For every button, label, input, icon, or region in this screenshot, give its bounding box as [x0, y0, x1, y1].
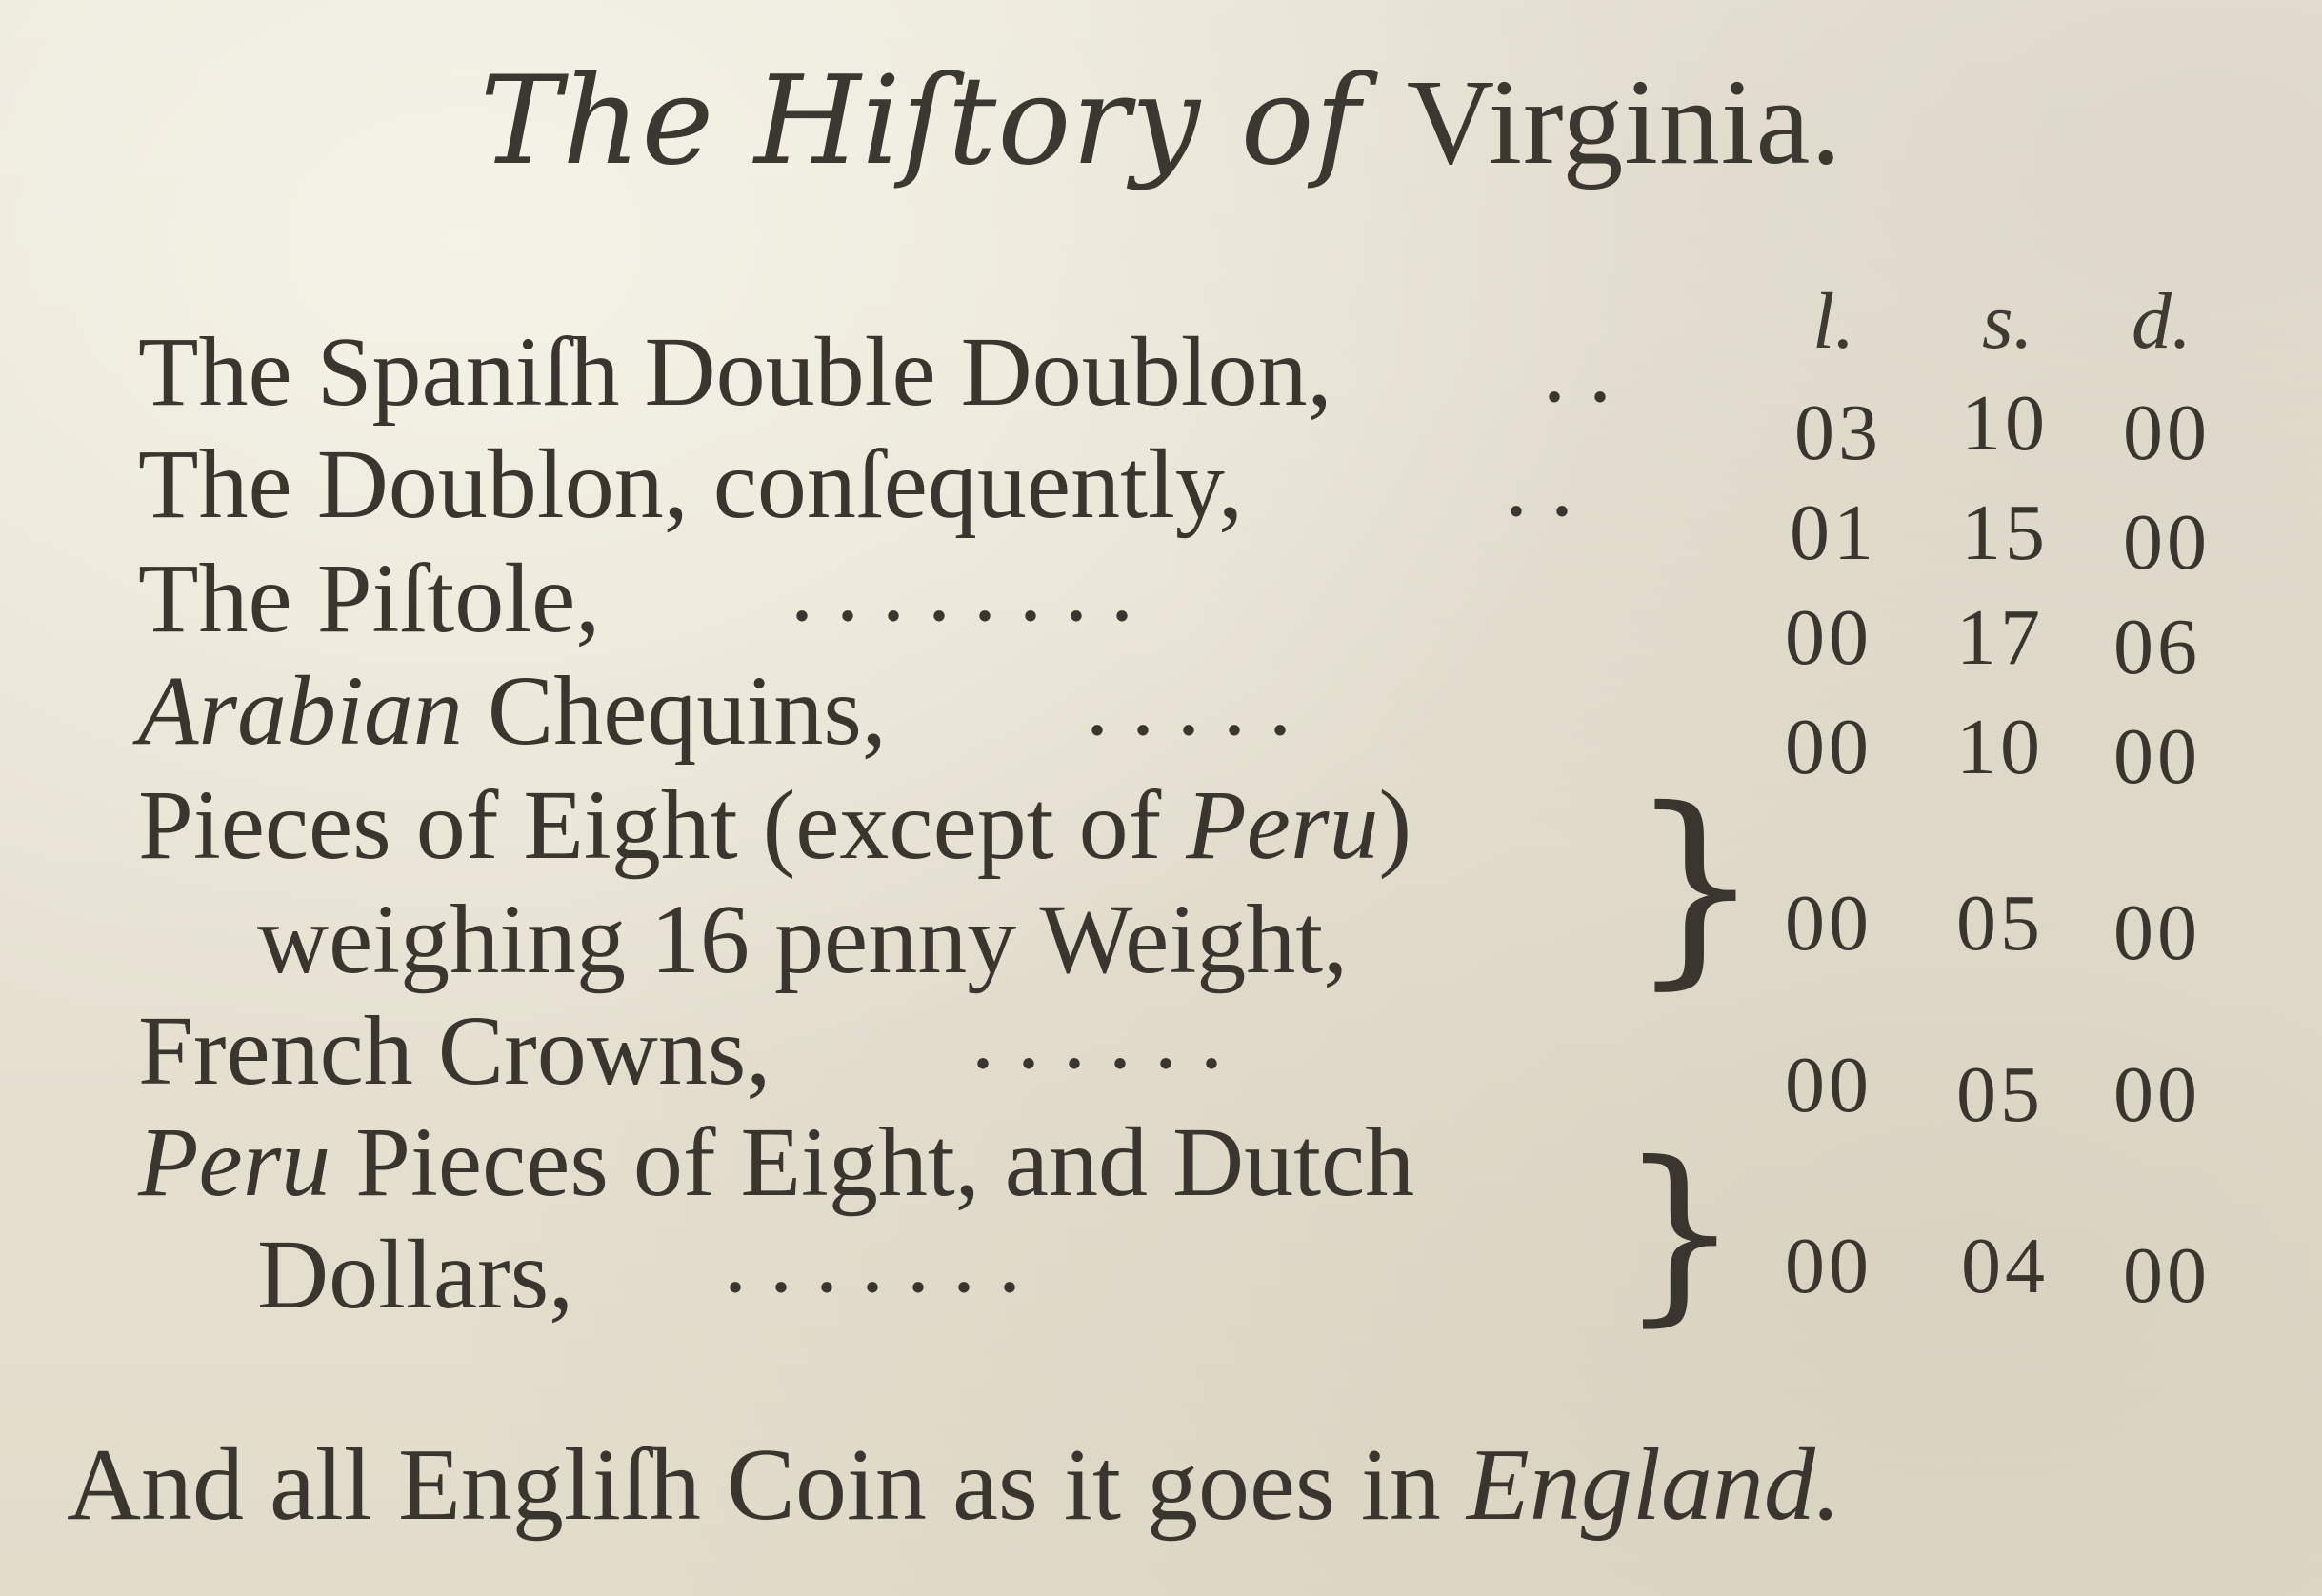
amount-shillings: 05: [1956, 1050, 2044, 1139]
coin-label-text: Pieces of Eight (except of: [138, 770, 1162, 880]
amount-shillings: 17: [1956, 593, 2044, 682]
amount-shillings: 04: [1961, 1222, 2049, 1310]
amount-pence: 06: [2113, 603, 2201, 691]
footer-italic: England.: [1466, 1428, 1841, 1542]
coin-label-continuation: weighing 16 penny Weight,: [257, 885, 1349, 994]
leader-dots: . .: [1505, 433, 1573, 535]
coin-label: French Crowns,: [138, 996, 771, 1106]
amount-pence: 00: [2123, 389, 2211, 477]
amount-pence: 00: [2113, 1050, 2201, 1139]
amount-pounds: 00: [1785, 1041, 1872, 1129]
amount-pounds: 00: [1785, 703, 1872, 791]
coin-label: The Doublon, conſequently,: [138, 429, 1244, 539]
column-header-shillings: s.: [1982, 277, 2033, 366]
brace-icon: }: [1619, 1122, 1741, 1344]
coin-label-italic: Peru: [138, 1107, 331, 1217]
amount-pence: 00: [2123, 1231, 2211, 1320]
leader-dots: . .: [1543, 319, 1611, 421]
amount-shillings: 10: [1961, 379, 2049, 468]
column-header-pounds: l.: [1812, 277, 1855, 366]
leader-dots: . . . . .: [1086, 652, 1291, 754]
coin-label: The Spaniſh Double Doublon,: [138, 317, 1332, 427]
amount-pence: 00: [2113, 888, 2201, 977]
coin-label: [138, 769, 1411, 882]
amount-pounds: 00: [1785, 879, 1872, 968]
coin-label-text: Chequins,: [487, 656, 887, 766]
coin-label: [138, 655, 887, 768]
amount-shillings: 15: [1961, 489, 2049, 577]
coin-label-continuation: Dollars,: [257, 1220, 574, 1329]
coin-label: The Piſtole,: [138, 544, 601, 653]
coin-label-text: Pieces of Eight, and Dutch: [355, 1107, 1415, 1217]
footer-text: And all Engliſh Coin as it goes in: [67, 1428, 1441, 1542]
leader-dots: . . . . . . . .: [791, 538, 1133, 640]
leader-dots: . . . . . .: [971, 986, 1223, 1087]
amount-pence: 00: [2123, 498, 2211, 587]
coin-label: [138, 1107, 1414, 1219]
page-title: [0, 46, 2322, 198]
column-header-pence: d.: [2132, 277, 2192, 366]
coin-label-italic: Peru: [1186, 770, 1379, 880]
title-italic: The Hiſtory of: [479, 50, 1362, 192]
amount-pounds: 00: [1785, 593, 1872, 682]
title-roman: Virginia.: [1406, 54, 1843, 190]
footer-note: [67, 1424, 1841, 1547]
coin-label-paren: ): [1378, 770, 1412, 880]
amount-pounds: 03: [1794, 389, 1882, 477]
leader-dots: . . . . . . .: [724, 1209, 1021, 1311]
amount-pounds: 01: [1790, 489, 1877, 577]
amount-shillings: 05: [1956, 879, 2044, 968]
brace-icon: }: [1629, 764, 1762, 1007]
amount-shillings: 10: [1956, 703, 2044, 791]
amount-pence: 00: [2113, 712, 2201, 801]
amount-pounds: 00: [1785, 1222, 1872, 1310]
coin-label-italic: Arabian: [138, 656, 463, 766]
